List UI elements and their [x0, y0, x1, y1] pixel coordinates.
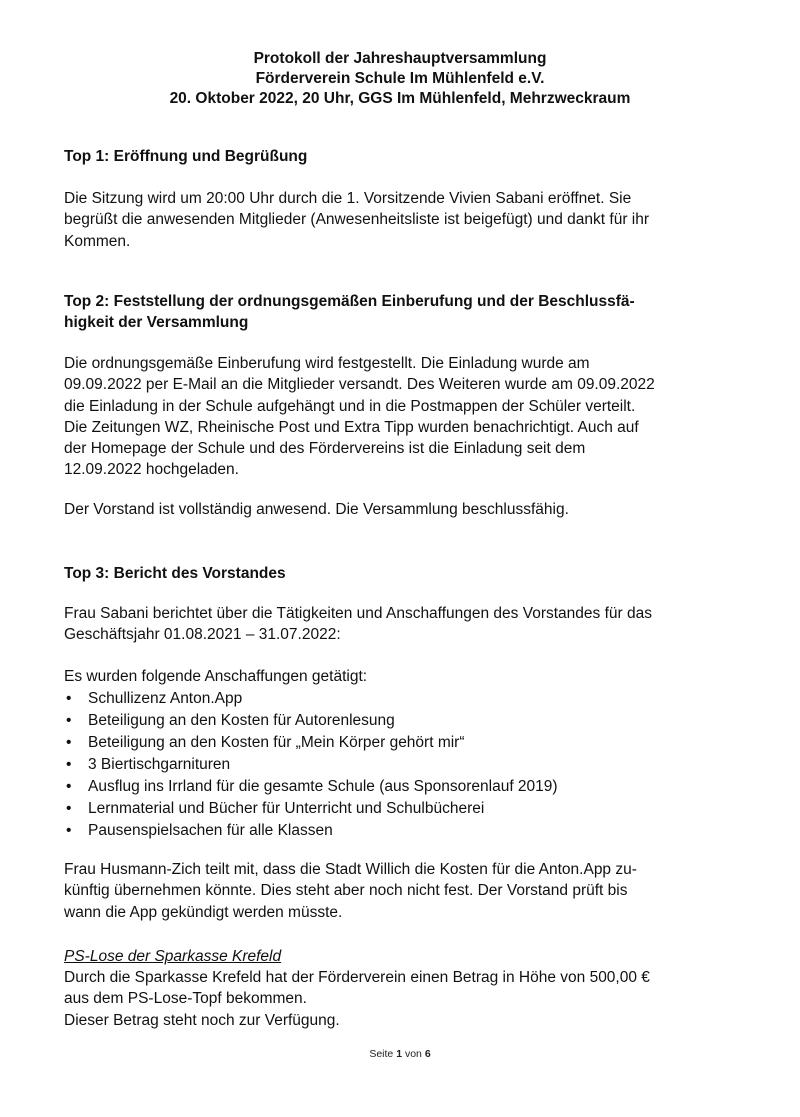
top3-intro-line-1: Frau Sabani berichtet über die Tätigkeiten und Anschaffungen des Vorstandes für das [64, 605, 652, 622]
husmann-line-1: Frau Husmann-Zich teilt mit, dass die Stadt Willich die Kosten für die Anton.App zu- [64, 861, 637, 878]
ps-line-2: aus dem PS-Lose-Topf bekommen. [64, 990, 307, 1008]
footer-separator: von [404, 1048, 422, 1060]
top2-paragraph [64, 353, 706, 481]
top1-paragraph [64, 188, 706, 252]
top3-intro [64, 603, 706, 646]
husmann-line-3: wann die App gekündigt werden müsste. [64, 903, 343, 921]
ps-lose-paragraph [64, 967, 706, 1031]
ps-line-3: Dieser Betrag steht noch zur Verfügung. [64, 1011, 340, 1029]
top1-line-2: begrüßt die anwesenden Mitglieder (Anwesenheitsliste ist beigefügt) und dankt für ihr [64, 211, 650, 229]
husmann-line-2: künftig übernehmen könnte. Dies steht aber noch nicht fest. Der Vorstand prüft bis [64, 882, 628, 900]
footer-page-total: 6 [424, 1048, 431, 1060]
top1-heading: Top 1: Eröffnung und Begrüßung [64, 148, 308, 165]
top1-line-1: Die Sitzung wird um 20:00 Uhr durch die 1. Vorsitzende Vivien Sabani eröffnet. Sie [64, 190, 632, 207]
purchases-intro: Es wurden folgende Anschaffungen getätigt: [64, 668, 368, 685]
page-footer [0, 1048, 800, 1060]
purchases-list [64, 688, 704, 842]
top2-heading [64, 291, 709, 333]
list-item: • Ausflug ins Irrland für die gesamte Schule (aus Sponsorenlauf 2019) [64, 776, 704, 798]
footer-page-number: 1 [396, 1048, 403, 1060]
title-line-3: 20. Oktober 2022, 20 Uhr, GGS Im Mühlenfeld, Mehrzweckraum [169, 90, 631, 107]
top2-line-6: 12.09.2022 hochgeladen. [64, 461, 239, 479]
top3-heading: Top 3: Bericht des Vorstandes [64, 565, 286, 582]
list-item: • 3 Biertischgarnituren [64, 754, 704, 776]
top2-line-5: der Homepage der Schule und des Fördervereins ist die Einladung seit dem [64, 440, 586, 458]
list-item: • Pausenspielsachen für alle Klassen [64, 820, 704, 842]
title-line-1: Protokoll der Jahreshauptversammlung [253, 50, 547, 67]
document-title [0, 49, 800, 109]
top2-line-3: die Einladung in der Schule aufgehängt und in die Postmappen der Schüler verteilt. [64, 397, 636, 415]
ps-line-1: Durch die Sparkasse Krefeld hat der Förderverein einen Betrag in Höhe von 500,00 € [64, 969, 650, 986]
title-line-2: Förderverein Schule Im Mühlenfeld e.V. [255, 70, 545, 87]
top2-line-4: Die Zeitungen WZ, Rheinische Post und Extra Tipp wurden benachrichtigt. Auch auf [64, 418, 639, 436]
top2-heading-line-1: Top 2: Feststellung der ordnungsgemäßen Einberufung und der Beschlussfä- [64, 293, 635, 310]
list-item: • Lernmaterial und Bücher für Unterricht und Schulbücherei [64, 798, 704, 820]
top2-line-1: Die ordnungsgemäße Einberufung wird festgestellt. Die Einladung wurde am [64, 355, 590, 372]
top1-line-3: Kommen. [64, 232, 131, 250]
footer-prefix: Seite [369, 1048, 394, 1060]
top2-line-2: 09.09.2022 per E-Mail an die Mitglieder versandt. Des Weiteren wurde am 09.09.2022 [64, 376, 655, 394]
ps-lose-heading: PS-Lose der Sparkasse Krefeld [64, 948, 282, 965]
list-item: • Schullizenz Anton.App [64, 688, 704, 710]
list-item: • Beteiligung an den Kosten für „Mein Körper gehört mir“ [64, 732, 704, 754]
list-item: • Beteiligung an den Kosten für Autorenlesung [64, 710, 704, 732]
top2-conclusion: Der Vorstand ist vollständig anwesend. Die Versammlung beschlussfähig. [64, 501, 569, 518]
husmann-paragraph [64, 859, 706, 923]
top2-heading-line-2: higkeit der Versammlung [64, 314, 249, 331]
top3-intro-line-2: Geschäftsjahr 01.08.2021 – 31.07.2022: [64, 626, 341, 644]
